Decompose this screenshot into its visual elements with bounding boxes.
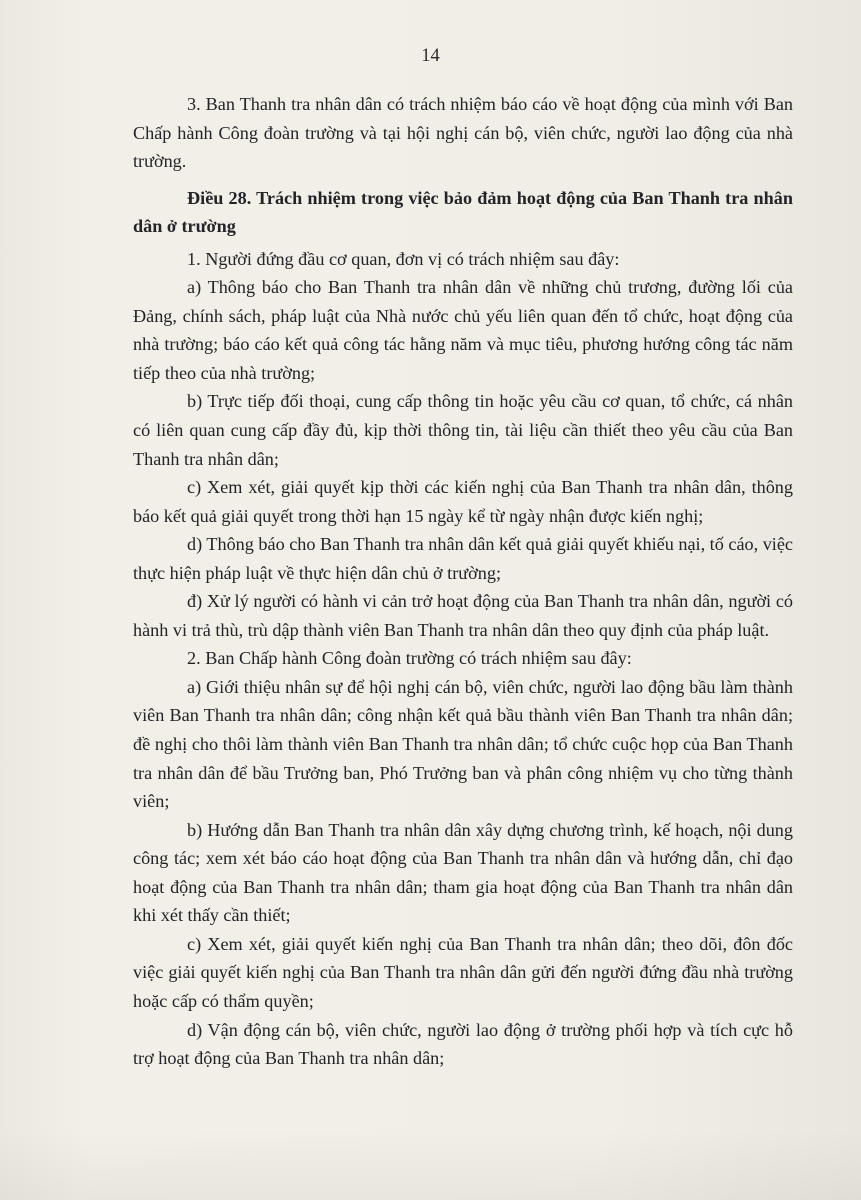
paragraph-item-dd: đ) Xử lý người có hành vi cản trở hoạt động của Ban Thanh tra nhân dân, người có hành vi trả thù, trù dập thành viên Ban Thanh tra nhân dân theo quy định của pháp luật. <box>133 591 793 640</box>
page-number: 14 <box>421 46 440 66</box>
paragraph-clause-2-item-d: d) Vận động cán bộ, viên chức, người lao động ở trường phối hợp và tích cực hỗ trợ hoạt động của Ban Thanh tra nhân dân; <box>133 1019 793 1069</box>
paragraph-item-d: d) Thông báo cho Ban Thanh tra nhân dân kết quả giải quyết khiếu nại, tố cáo, việc thực hiện pháp luật về thực hiện dân chủ ở trường; <box>133 534 793 583</box>
paragraph-clause-2-item-a: a) Giới thiệu nhân sự để hội nghị cán bộ, viên chức, người lao động bầu làm thành viên Ban Thanh tra nhân dân; công nhận kết quả bầu thành viên Ban Thanh tra nhân dân; đề nghị cho thôi làm thành viên Ban Thanh tra nhân dân; tổ chức cuộc họp của Ban Thanh tra nhân dân để bầu Trưởng ban, Phó Trưởng ban và phân công nhiệm vụ cho từng thành viên; <box>133 676 793 812</box>
document-body <box>133 90 793 1073</box>
paragraph-item-a: a) Thông báo cho Ban Thanh tra nhân dân về những chủ trương, đường lối của Đảng, chính sách, pháp luật của Nhà nước chủ yếu liên quan đến tổ chức, hoạt động của nhà trường; báo cáo kết quả công tác hằng năm và mục tiêu, phương hướng công tác năm tiếp theo của nhà trường; <box>133 277 793 383</box>
paragraph-clause-2: 2. Ban Chấp hành Công đoàn trường có trách nhiệm sau đây: <box>187 648 632 669</box>
page-shadow <box>0 1130 861 1200</box>
paragraph-clause-3: 3. Ban Thanh tra nhân dân có trách nhiệm báo cáo về hoạt động của mình với Ban Chấp hành Công đoàn trường và tại hội nghị cán bộ, viên chức, người lao động của nhà trường. <box>133 94 793 172</box>
paragraph-clause-1: 1. Người đứng đầu cơ quan, đơn vị có trách nhiệm sau đây: <box>187 248 620 269</box>
paragraph-clause-2-item-c: c) Xem xét, giải quyết kiến nghị của Ban Thanh tra nhân dân; theo dõi, đôn đốc việc giải quyết kiến nghị của Ban Thanh tra nhân dân gửi đến người đứng đầu nhà trường hoặc cấp có thẩm quyền; <box>133 933 793 1011</box>
paragraph-item-c: c) Xem xét, giải quyết kịp thời các kiến nghị của Ban Thanh tra nhân dân, thông báo kết quả giải quyết trong thời hạn 15 ngày kể từ ngày nhận được kiến nghị; <box>133 477 793 526</box>
paragraph-clause-2-item-b: b) Hướng dẫn Ban Thanh tra nhân dân xây dựng chương trình, kế hoạch, nội dung công tác; xem xét báo cáo hoạt động của Ban Thanh tra nhân dân và hướng dẫn, chỉ đạo hoạt động của Ban Thanh tra nhân dân; tham gia hoạt động của Ban Thanh tra nhân dân khi xét thấy cần thiết; <box>133 819 793 926</box>
paragraph-item-b: b) Trực tiếp đối thoại, cung cấp thông tin hoặc yêu cầu cơ quan, tổ chức, cá nhân có liên quan cung cấp đầy đủ, kịp thời thông tin, tài liệu cần thiết theo yêu cầu của Ban Thanh tra nhân dân; <box>133 391 793 469</box>
article-28-heading: Điều 28. Trách nhiệm trong việc bảo đảm hoạt động của Ban Thanh tra nhân dân ở trường <box>133 187 793 237</box>
